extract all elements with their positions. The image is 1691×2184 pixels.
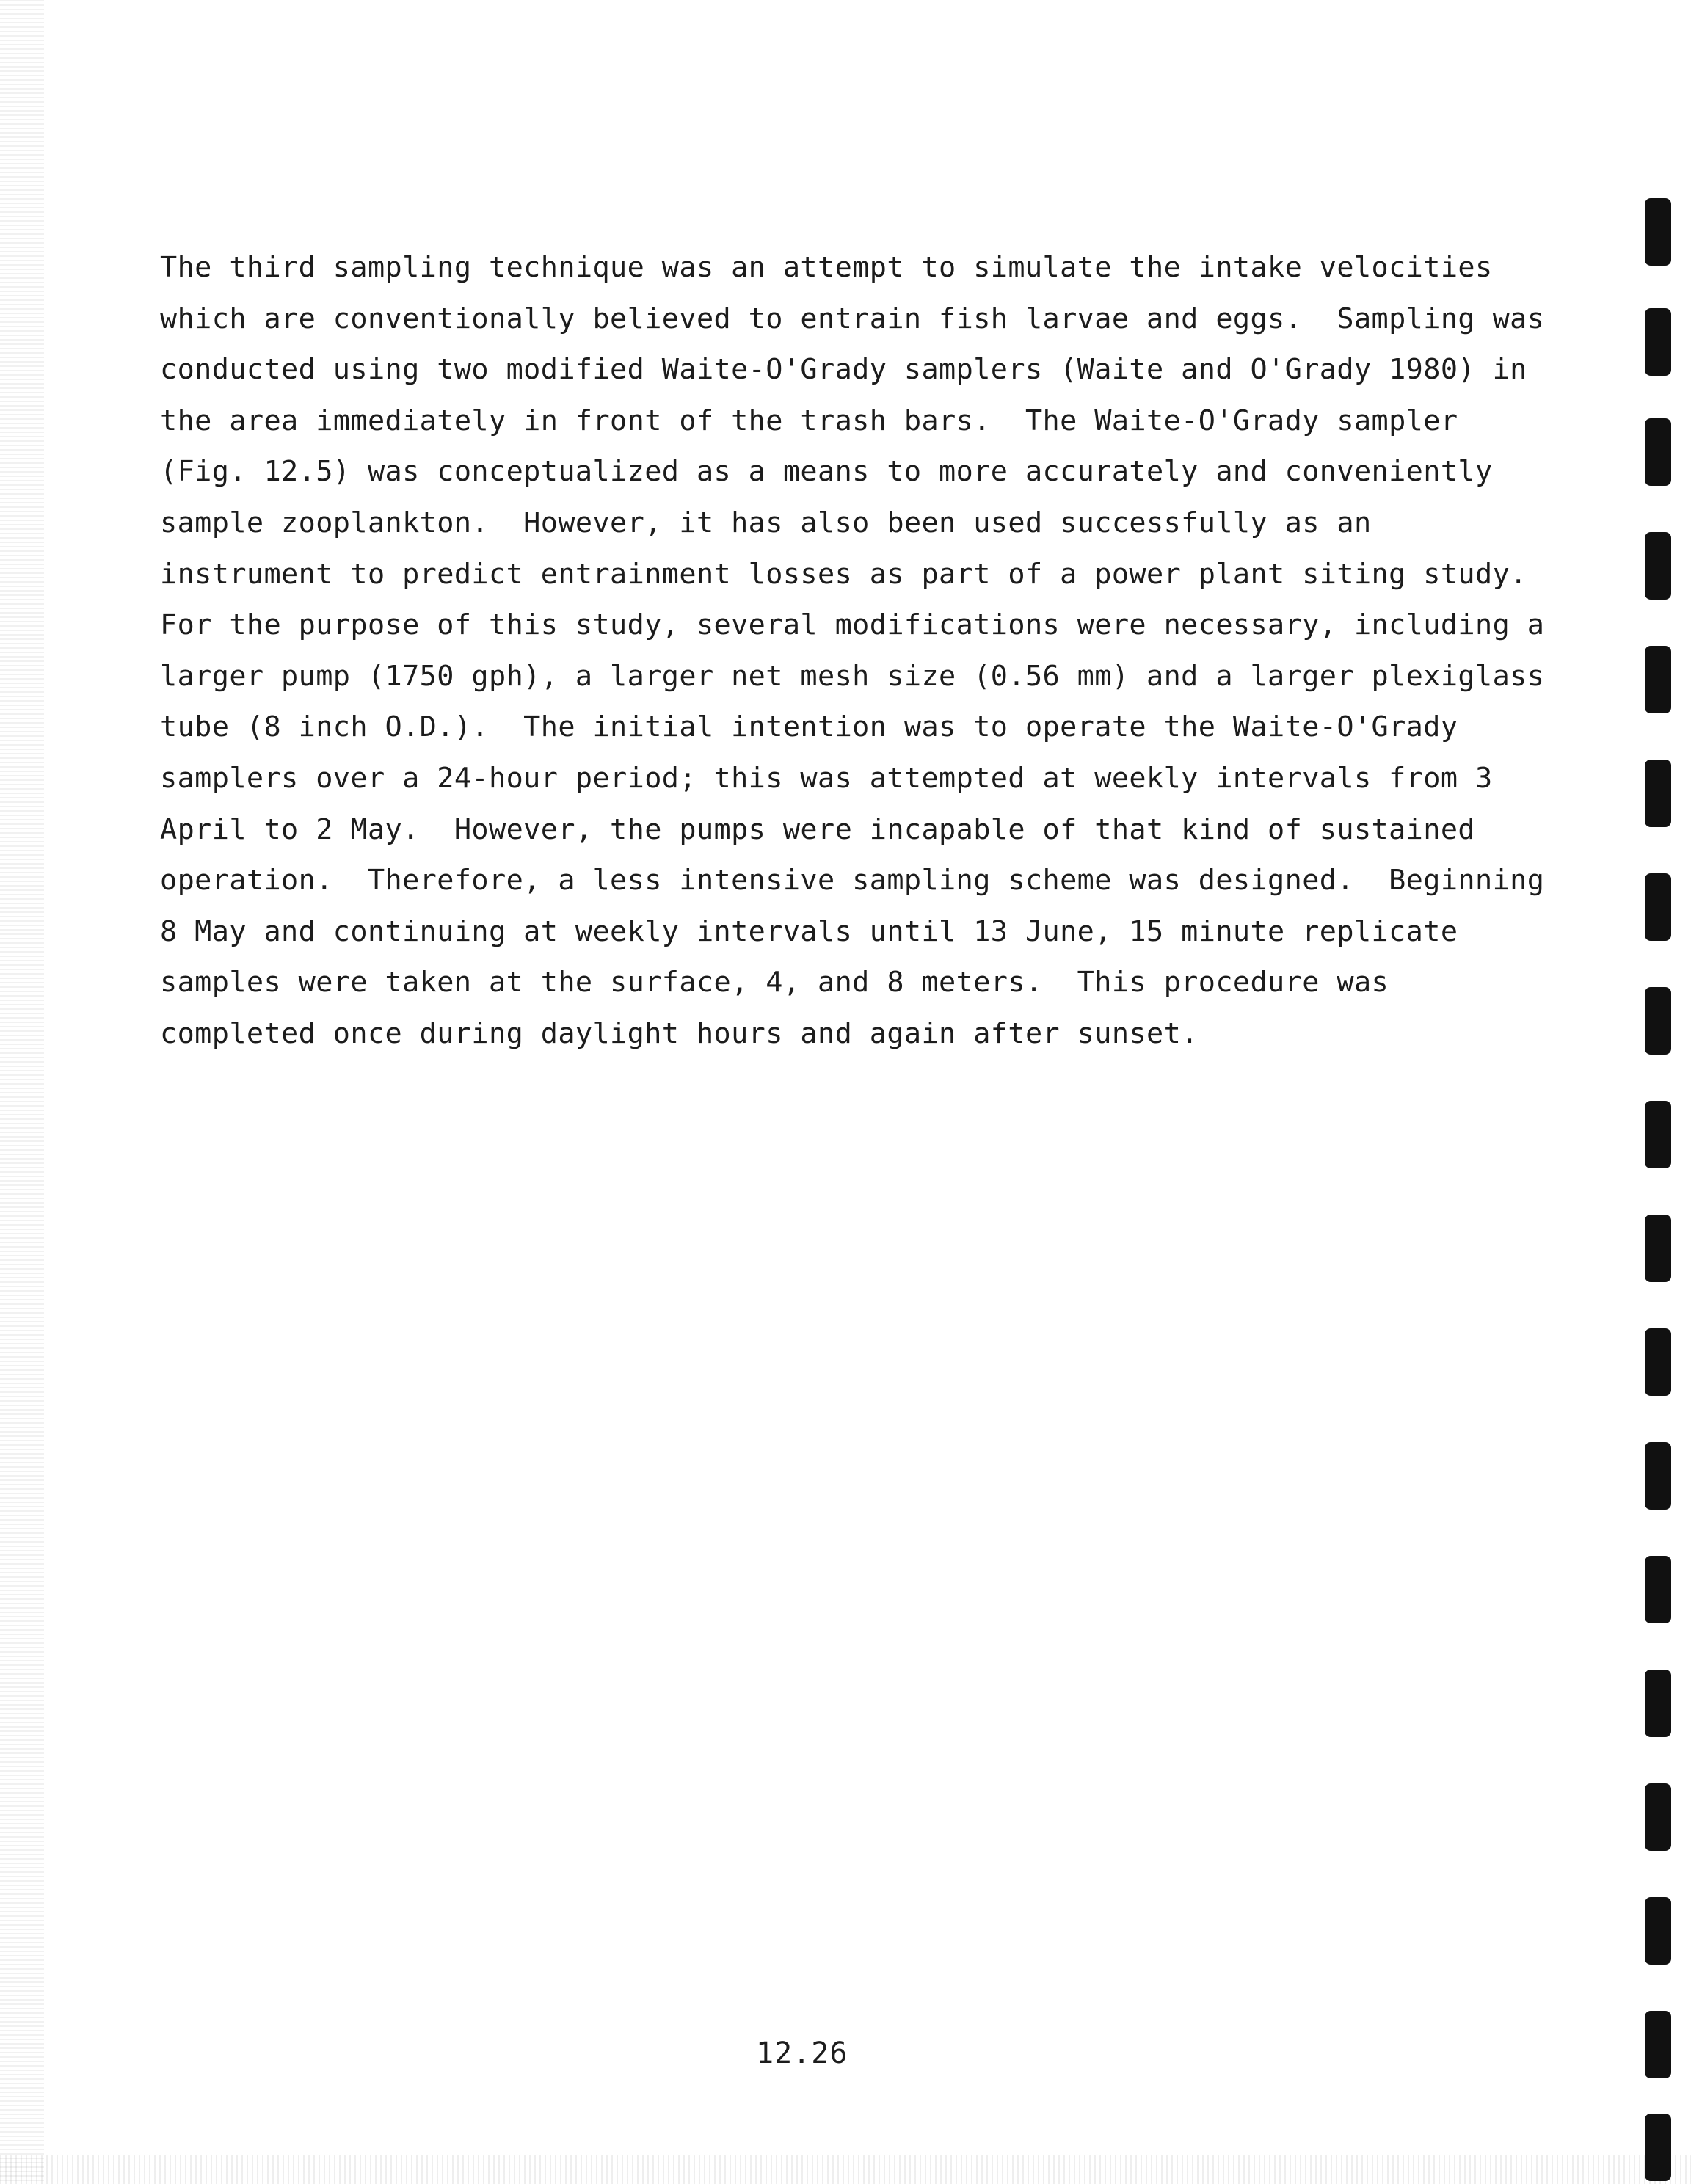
paragraph-line: completed once during daylight hours and again after sunset. [160, 1016, 1199, 1050]
paragraph-line: tube (8 inch O.D.). The initial intention was to operate the Waite-O'Grady [160, 710, 1458, 744]
paragraph-line: For the purpose of this study, several modifications were necessary, including a [160, 608, 1545, 642]
binding-hole-strip [1645, 198, 1674, 2184]
binding-hole [1645, 2011, 1671, 2078]
page-number: 12.26 [756, 2036, 848, 2070]
paragraph-line: the area immediately in front of the trash bars. The Waite-O'Grady sampler [160, 404, 1458, 437]
binding-hole [1645, 1670, 1671, 1737]
binding-hole [1645, 418, 1671, 486]
binding-hole [1645, 646, 1671, 713]
paragraph-line: samplers over a 24-hour period; this was attempted at weekly intervals from 3 [160, 761, 1493, 795]
paragraph-line: conducted using two modified Waite-O'Grady samplers (Waite and O'Grady 1980) in [160, 353, 1527, 387]
binding-hole [1645, 308, 1671, 376]
scan-noise-bottom-edge [0, 2155, 1691, 2184]
binding-hole [1645, 1897, 1671, 1965]
paragraph-line: which are conventionally believed to entrain fish larvae and eggs. Sampling was [160, 302, 1545, 335]
binding-hole [1645, 2114, 1671, 2181]
binding-hole [1645, 987, 1671, 1055]
binding-hole [1645, 760, 1671, 827]
binding-hole [1645, 1783, 1671, 1851]
paragraph-line: The third sampling technique was an attempt to simulate the intake velocities [160, 251, 1493, 284]
paragraph-line: larger pump (1750 gph), a larger net mesh size (0.56 mm) and a larger plexiglass [160, 659, 1545, 693]
binding-hole [1645, 198, 1671, 266]
paragraph-line: samples were taken at the surface, 4, and 8 meters. This procedure was [160, 966, 1389, 1000]
binding-hole [1645, 1442, 1671, 1510]
binding-hole [1645, 532, 1671, 600]
paragraph-line: operation. Therefore, a less intensive sampling scheme was designed. Beginning [160, 864, 1545, 898]
binding-hole [1645, 873, 1671, 941]
body-paragraph [160, 242, 1554, 1060]
paragraph-line: (Fig. 12.5) was conceptualized as a means to more accurately and conveniently [160, 455, 1493, 489]
paragraph-line: 8 May and continuing at weekly intervals until 13 June, 15 minute replicate [160, 914, 1458, 948]
binding-hole [1645, 1215, 1671, 1282]
scan-noise-left-edge [0, 0, 44, 2184]
binding-hole [1645, 1328, 1671, 1396]
paragraph-line: instrument to predict entrainment losses as part of a power plant siting study. [160, 557, 1527, 591]
binding-hole [1645, 1556, 1671, 1623]
paragraph-line: sample zooplankton. However, it has also been used successfully as an [160, 506, 1372, 539]
paragraph-line: April to 2 May. However, the pumps were incapable of that kind of sustained [160, 812, 1476, 846]
binding-hole [1645, 1101, 1671, 1168]
